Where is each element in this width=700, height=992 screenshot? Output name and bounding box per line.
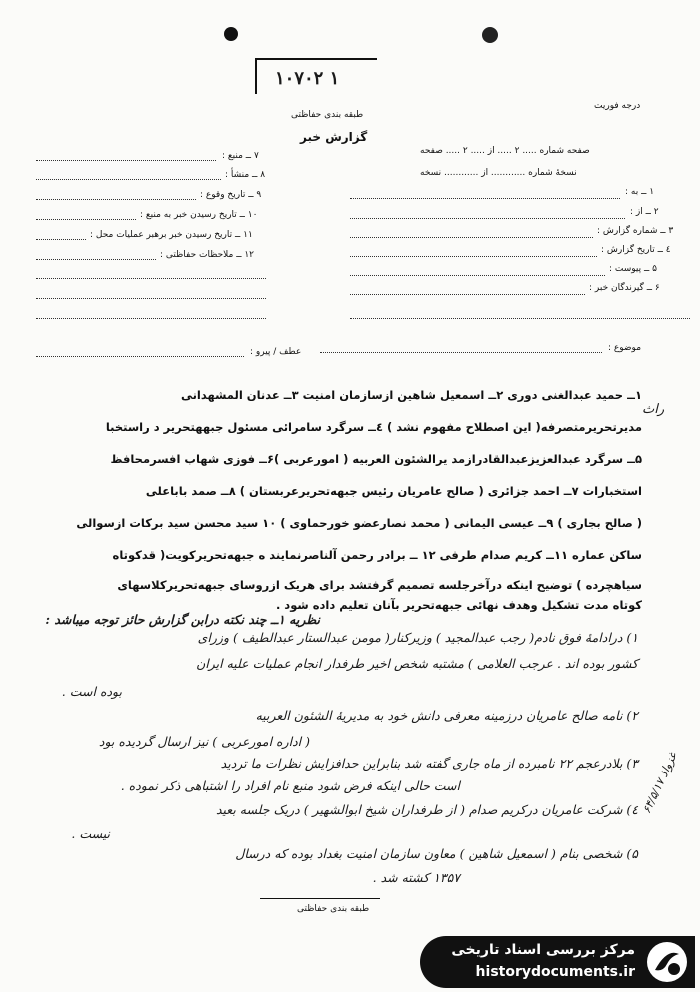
field-origin: ۸ ــ منشأ : — [225, 170, 266, 180]
punch-hole-right — [482, 27, 498, 43]
typed-line: سیاهچرده ) توضیح اینکه درآخرجلسه تصمیم گرفتشد برای هریک ازروسای جبهه‌تحریرکلاسهای — [117, 578, 642, 592]
field-recipients: ۶ ــ گیرندگان خبر : — [589, 283, 660, 293]
field-from: ۲ ــ از : — [630, 207, 659, 217]
archive-url: historydocuments.ir — [475, 964, 635, 980]
priority-label: درجه فوریت — [594, 101, 641, 111]
handwritten-line: ۱) درادامهٔ فوق نادم( رجب عبدالمجید ) وزیرکنار( مومن عبدالستار عبدالطیف ) وزرای — [197, 630, 638, 645]
handwritten-line: ٤) شرکت عامریان درکریم صدام ( از طرفداران شیخ ابوالشهیر ) دریک جلسه بعید — [215, 802, 638, 817]
handwritten-line: کشور بوده اند . عرجب العلامی ) مشتبه شخص اخیر طرفدار انجام عملیات علیه ایران — [196, 656, 638, 671]
punch-hole-left — [224, 27, 238, 41]
typed-line: کوتاه مدت تشکیل وهدف نهائی جبهه‌تحریر بآنان تعلیم داده شود . — [275, 598, 642, 612]
field-source: ۷ ــ منبع : — [222, 151, 259, 161]
field-event-date: ۹ ــ تاریخ وقوع : — [200, 190, 262, 200]
stamp-number: ۱۰۷۰۲ ۱ — [275, 68, 340, 89]
typed-line: ساکن عماره ۱۱ــ کریم صدام طرفی ۱۲ ــ برادر رحمن آلناصرنمایند ه جبهه‌تحریرکویت( قدکوتاه — [112, 548, 642, 562]
typed-line: استخبارات ۷ــ احمد جزائری ( صالح عامریان رئیس جبهه‌تحریرعربستان ) ۸ــ صمد باباعلی — [145, 484, 642, 498]
field-source-receipt-date: ۱۰ ــ تاریخ رسیدن خبر به منبع : — [140, 210, 258, 220]
side-handwriting: ۶۴/۵/۱۷ غزواذ — [640, 750, 680, 816]
reference-label: عطف / پیرو : — [250, 347, 302, 357]
handwritten-line: بوده است . — [61, 684, 122, 699]
handwritten-line: ۵) شخصی بنام ( اسمعیل شاهین ) معاون سازمان امنیت بغداد بوده که درسال — [235, 846, 638, 861]
bottom-rule — [260, 898, 380, 899]
classification-bottom: طبقه بندی حفاظتی — [297, 904, 370, 914]
handwritten-line: است حالی اینکه فرض شود منبع نام افراد را اشتباهی ذکر نموده . — [120, 778, 460, 793]
field-to: ۱ ــ به : — [625, 187, 655, 197]
archive-watermark — [420, 936, 695, 988]
typed-line: ۱ــ حمید عبدالغنی دوری ۲ــ اسمعیل شاهین ازسازمان امنیت ۳ــ عدنان المشهدانی — [180, 388, 642, 402]
typed-line: ۵ــ سرگرد عبدالعزیزعبدالقادرازمد یرالشئون العربیه ( امورعربی )۶ــ فوزی شهاب افسرمحافظ — [110, 452, 642, 466]
handwritten-line: ۱۳۵۷ کشته شد . — [372, 870, 460, 885]
field-security-notes: ۱۲ ــ ملاحظات حفاظتی : — [160, 250, 255, 260]
handwritten-line: ۲) نامه صالح عامریان درزمینه معرفی دانش خود به مدیریهٔ الشئون العربیه — [255, 708, 638, 723]
handwritten-line: نظریه ۱ــ چند نکته درابن گزارش حائز توجه میباشد : — [45, 612, 320, 627]
archive-name: مرکز بررسی اسناد تاریخی — [451, 942, 635, 958]
margin-note-top: راث — [642, 402, 665, 417]
handwritten-line: نیست . — [71, 826, 110, 841]
page-number-field: صفحه شماره ..... ۲ ..... از ..... ۲ ..... صفحه — [420, 146, 590, 156]
report-title: گزارش خبر — [300, 130, 368, 144]
handwritten-line: ( اداره امورعربی ) نیز ارسال گردیده بود — [98, 734, 310, 749]
field-operation-receipt-date: ۱۱ ــ تاریخ رسیدن خبر برهبر عملیات محل : — [90, 230, 253, 240]
copy-number-field: نسخهٔ شماره ............ از ............ نسخه — [420, 168, 577, 178]
subject-label: موضوع : — [608, 343, 642, 353]
archive-logo-icon — [647, 942, 687, 982]
typed-line: ( صالح بجاری ) ۹ــ عیسی الیمانی ( محمد نصارعضو خورحماوی ) ۱۰ سید محسن سید برکات ازسوالی — [76, 516, 642, 530]
field-attachment: ۵ ــ پیوست : — [609, 264, 657, 274]
classification-top: طبقه بندی حفاظتی — [291, 110, 364, 120]
field-report-number: ۳ ــ شماره گزارش : — [597, 226, 674, 236]
typed-line: مدیرتحریرمتصرفه( این اصطلاح مفهوم نشد ) ٤ــ سرگرد سامرائی مسئول جبههتحریر د راستخبا — [105, 420, 642, 434]
field-report-date: ٤ ــ تاریخ گزارش : — [601, 245, 671, 255]
handwritten-line: ۳) بلادرعجم ۲۲ نامبرده از ماه جاری گفته شد بنابراین حدافزایش نظرات ما تردید — [220, 756, 638, 771]
